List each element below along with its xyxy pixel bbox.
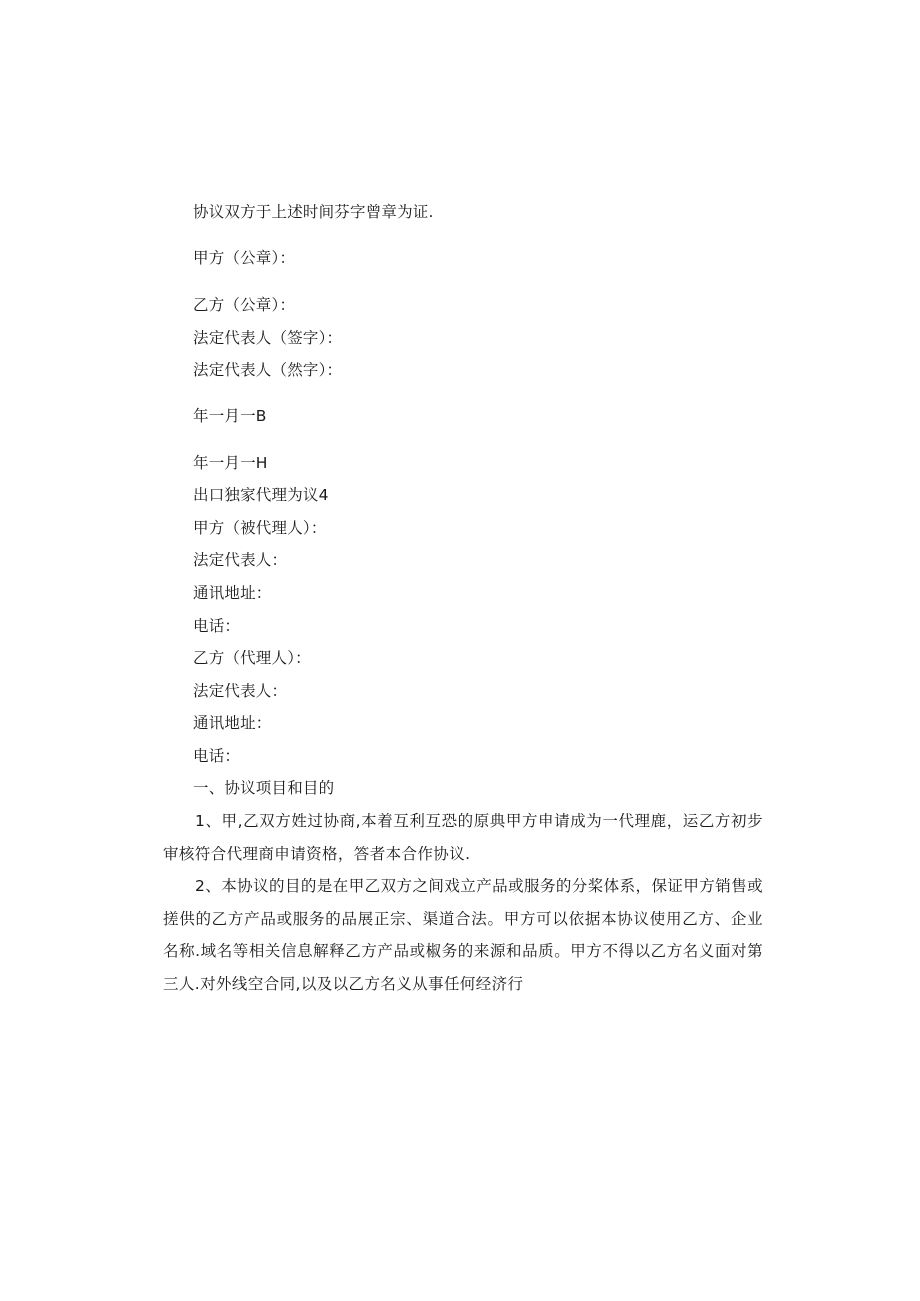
witness-statement: 协议双方于上述时间芬字曾章为证.	[193, 203, 434, 221]
party-a-phone-label: 电话：	[193, 617, 241, 635]
party-a-address-label: 通讯地址：	[193, 584, 272, 602]
party-b-address-label: 通讯地址：	[193, 714, 272, 732]
party-a-principal-label: 甲方（被代理人）：	[193, 519, 327, 537]
agreement-title: 出口独家代理为议4	[193, 486, 329, 504]
date-line-1: 年一月一B	[193, 407, 267, 425]
legal-rep-signature-label-2: 法定代表人（然字）：	[193, 361, 343, 379]
date-line-2: 年一月一H	[193, 454, 268, 472]
party-b-seal-label: 乙方（公章）：	[193, 296, 296, 314]
party-b-legal-rep-label: 法定代表人：	[193, 682, 288, 700]
party-a-legal-rep-label: 法定代表人：	[193, 551, 288, 569]
clause-2-paragraph: 2、本协议的目的是在甲乙双方之间戏立产品或服务的分桨体系，保证甲方销售或搓供的乙方产品或服务的品展正宗、渠道合法。甲方可以依据本协议使用乙方、企业名称.域名等相关信息解释乙方产品或椒务的来源和品质。甲方不得以乙方名义面对第三人.对外线空合同,以及以乙方名义从事任何经济行	[163, 877, 763, 993]
legal-rep-signature-label: 法定代表人（签字）：	[193, 329, 343, 347]
party-b-phone-label: 电话：	[193, 747, 241, 765]
section-heading-1: 一、协议项目和目的	[193, 779, 335, 797]
party-b-agent-label: 乙方（代理人）：	[193, 649, 311, 667]
party-a-seal-label: 甲方（公章）：	[193, 249, 296, 267]
clause-1-paragraph: 1、甲,乙双方姓过协商,本着互利互恐的原典甲方申请成为一代理鹿，运乙方初步审核符合代理商申请资格，答者本合作协议.	[163, 812, 763, 863]
